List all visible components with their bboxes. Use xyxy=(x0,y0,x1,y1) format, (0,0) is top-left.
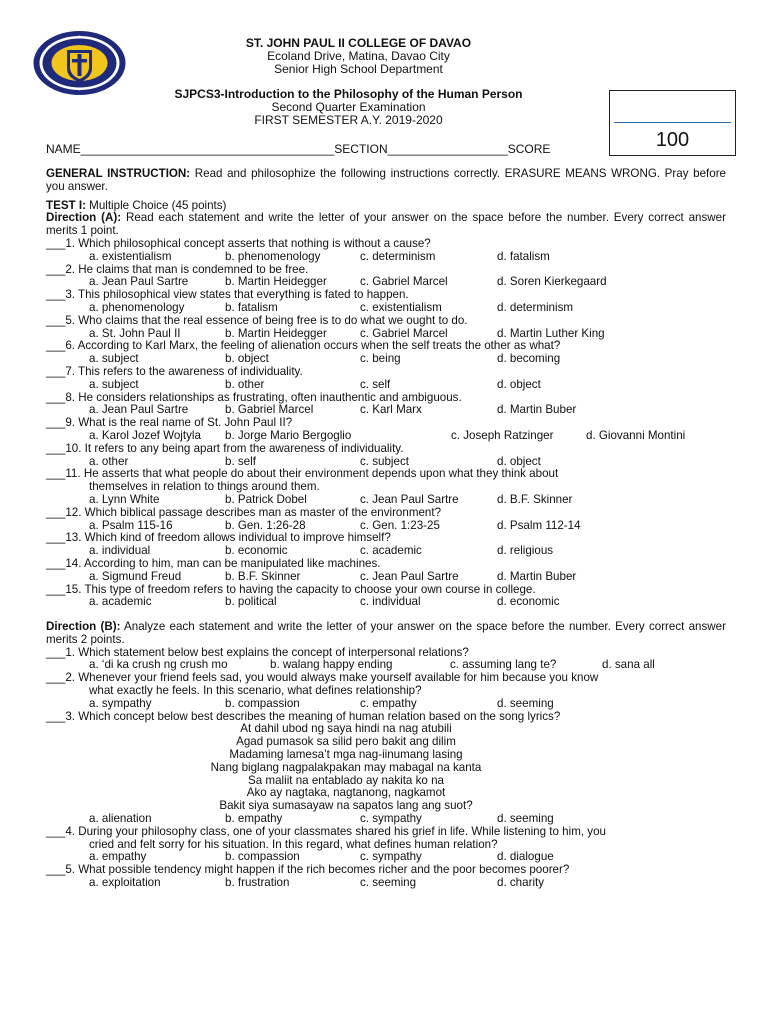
answer-option: c. empathy xyxy=(360,696,417,710)
answer-option: b. economic xyxy=(225,544,288,558)
answer-option: a. alienation xyxy=(89,812,152,826)
direction-b xyxy=(46,621,726,647)
answer-option: d. becoming xyxy=(497,352,561,366)
answer-options xyxy=(46,851,726,864)
answer-option: b. Jorge Mario Bergoglio xyxy=(225,428,352,442)
answer-options xyxy=(46,276,726,289)
answer-option: c. self xyxy=(360,377,391,391)
answer-option: d. object xyxy=(497,454,541,468)
answer-option: b. frustration xyxy=(225,876,290,890)
answer-option: d. religious xyxy=(497,544,554,558)
question-text: ___5. Who claims that the real essence of being free is to do what we ought to do. xyxy=(46,313,468,327)
question-text: ___9. What is the real name of St. John Paul II? xyxy=(46,416,293,430)
answer-options xyxy=(46,813,726,826)
answer-option: d. charity xyxy=(497,876,545,890)
answer-option: b. fatalism xyxy=(225,300,278,314)
answer-option: a. existentialism xyxy=(89,249,172,263)
direction-b-text: Analyze each statement and write the letter of your answer on the space before the number. Every correct answer merits 2 points. xyxy=(46,620,726,646)
answer-option: d. Martin Buber xyxy=(497,569,577,583)
answer-option: a. subject xyxy=(89,352,139,366)
answer-options xyxy=(46,596,726,609)
answer-option: c. subject xyxy=(360,454,409,468)
answer-option: d. Giovanni Montini xyxy=(586,428,686,442)
answer-option: c. Gen. 1:23-25 xyxy=(360,518,440,532)
exam-name: Second Quarter Examination xyxy=(271,100,426,115)
answer-options xyxy=(46,430,726,443)
general-instruction-label: GENERAL INSTRUCTION: xyxy=(46,167,191,180)
answer-option: b. phenomenology xyxy=(225,249,321,263)
answer-option: b. B.F. Skinner xyxy=(225,569,301,583)
answer-option: b. Gen. 1:26-28 xyxy=(225,518,306,532)
answer-option: a. Jean Paul Sartre xyxy=(89,275,189,289)
answer-option: c. Joseph Ratzinger xyxy=(451,428,554,442)
answer-option: d. Soren Kierkegaard xyxy=(497,275,607,289)
song-lyric-line: Agad pumasok sa silid pero bakit ang dilim xyxy=(236,735,456,749)
answer-option: d. seeming xyxy=(497,696,554,710)
answer-option: a. subject xyxy=(89,377,139,391)
answer-option: a. St. John Paul II xyxy=(89,326,181,340)
answer-option: d. dialogue xyxy=(497,850,554,864)
answer-option: b. political xyxy=(225,595,277,609)
college-address: Ecoland Drive, Matina, Davao City xyxy=(267,49,450,64)
answer-option: c. sympathy xyxy=(360,812,422,826)
name-section-score-line: NAME______________________________________SECTION__________________SCORE xyxy=(46,142,551,156)
question-text: ___15. This type of freedom refers to having the capacity to choose your own course in college. xyxy=(46,582,536,596)
question-text: ___1. Which statement below best explains the concept of interpersonal relations? xyxy=(46,645,469,659)
answer-option: a. exploitation xyxy=(89,876,161,890)
answer-option: d. Martin Buber xyxy=(497,403,577,417)
answer-option: a. other xyxy=(89,454,129,468)
answer-option: d. seeming xyxy=(497,812,554,826)
answer-options xyxy=(46,328,726,341)
score-total: 100 xyxy=(655,129,690,151)
song-lyric-line: Sa maliit na entablado ay nakita ko na xyxy=(248,773,444,787)
answer-option: b. empathy xyxy=(225,812,283,826)
answer-option: a. ‘di ka crush ng crush mo xyxy=(89,658,228,672)
part-a-questions xyxy=(46,238,726,609)
school-header xyxy=(150,37,567,77)
answer-option: c. existentialism xyxy=(360,300,442,314)
answer-options xyxy=(46,520,726,533)
answer-option: d. sana all xyxy=(602,658,655,672)
answer-option: d. Martin Luther King xyxy=(497,326,605,340)
direction-a xyxy=(46,212,726,238)
answer-options xyxy=(46,456,726,469)
question-text: ___14. According to him, man can be manipulated like machines. xyxy=(46,556,381,570)
answer-option: c. sympathy xyxy=(360,850,422,864)
answer-option: a. Psalm 115-16 xyxy=(89,518,173,532)
song-lyric-line: Nang biglang nagpalakpakan may mabagal na kanta xyxy=(210,760,482,774)
question-text: ___4. During your philosophy class, one of your classmates shared his grief in life. While listening to him, you xyxy=(46,824,606,838)
answer-option: a. Jean Paul Sartre xyxy=(89,403,189,417)
answer-options xyxy=(46,251,726,264)
answer-option: a. sympathy xyxy=(89,696,152,710)
answer-option: b. compassion xyxy=(225,696,300,710)
answer-options xyxy=(46,659,726,672)
question-text-continued: what exactly he feels. In this scenario, what defines relationship? xyxy=(89,684,422,698)
answer-option: d. object xyxy=(497,377,541,391)
exam-title-block xyxy=(146,88,551,128)
general-instruction-text: Read and philosophize the following instructions correctly. ERASURE MEANS WRONG. Pray before you answer. xyxy=(46,167,726,193)
answer-options xyxy=(46,877,726,890)
score-divider xyxy=(614,122,731,123)
answer-options xyxy=(46,698,726,711)
answer-option: d. B.F. Skinner xyxy=(497,492,573,506)
question-text: ___7. This refers to the awareness of individuality. xyxy=(46,364,303,378)
song-lyric-line: At dahil ubod ng saya hindi na nag atubili xyxy=(240,722,452,736)
answer-option: c. academic xyxy=(360,544,422,558)
department: Senior High School Department xyxy=(274,62,443,77)
direction-a-label: Direction (A): xyxy=(46,211,122,225)
semester: FIRST SEMESTER A.Y. 2019-2020 xyxy=(254,113,443,128)
answer-option: b. Martin Heidegger xyxy=(225,275,327,289)
answer-option: b. other xyxy=(225,377,265,391)
answer-options xyxy=(46,545,726,558)
question-text-continued: themselves in relation to things around them. xyxy=(89,480,320,494)
question-text: ___1. Which philosophical concept asserts that nothing is without a cause? xyxy=(46,236,431,250)
answer-options xyxy=(46,404,726,417)
college-name: ST. JOHN PAUL II COLLEGE OF DAVAO xyxy=(245,36,472,50)
course-title: SJPCS3-Introduction to the Philosophy of the Human Person xyxy=(174,87,523,101)
direction-b-label: Direction (B): xyxy=(46,620,121,634)
college-seal-logo xyxy=(32,30,127,96)
song-lyric-line: Bakit siya sumasayaw na sapatos lang ang suot? xyxy=(219,799,473,813)
answer-option: b. self xyxy=(225,454,256,468)
general-instruction xyxy=(46,168,726,194)
answer-option: c. Jean Paul Sartre xyxy=(360,492,459,506)
answer-option: c. Gabriel Marcel xyxy=(360,326,448,340)
answer-option: c. individual xyxy=(360,595,421,609)
answer-option: a. phenomenology xyxy=(89,300,185,314)
answer-option: a. empathy xyxy=(89,850,147,864)
answer-option: c. Gabriel Marcel xyxy=(360,275,448,289)
question-text: ___12. Which biblical passage describes man as master of the environment? xyxy=(46,505,442,519)
answer-option: d. fatalism xyxy=(497,249,550,263)
question-text: ___2. Whenever your friend feels sad, you would always make yourself available for him because you know xyxy=(46,671,599,685)
answer-option: c. determinism xyxy=(360,249,436,263)
question-text: ___3. This philosophical view states that everything is fated to happen. xyxy=(46,288,409,302)
exam-content xyxy=(46,168,726,890)
answer-option: d. Psalm 112-14 xyxy=(497,518,581,532)
question-text-continued: cried and felt sorry for his situation. In this regard, what defines human relation? xyxy=(89,837,498,851)
answer-options xyxy=(46,494,726,507)
part-b-questions xyxy=(46,647,726,890)
question-text: ___5. What possible tendency might happen if the rich becomes richer and the poor becomes poorer? xyxy=(46,863,570,877)
answer-options xyxy=(46,353,726,366)
answer-option: b. Gabriel Marcel xyxy=(225,403,314,417)
answer-options xyxy=(46,379,726,392)
question-text: ___11. He asserts that what people do about their environment depends upon what they think about xyxy=(46,467,559,481)
song-lyric-line: Madaming lamesa’t mga nag-iinumang lasing xyxy=(229,748,463,762)
answer-option: c. assuming lang te? xyxy=(450,658,557,672)
test1-text: Multiple Choice (45 points) xyxy=(85,198,227,212)
answer-option: a. Karol Jozef Wojtyla xyxy=(89,428,201,442)
answer-option: c. seeming xyxy=(360,876,417,890)
question-text: ___8. He considers relationships as frustrating, often inauthentic and ambiguous. xyxy=(46,390,462,404)
answer-option: c. Karl Marx xyxy=(360,403,422,417)
answer-option: b. object xyxy=(225,352,269,366)
test1-label: TEST I: xyxy=(46,198,86,212)
score-box xyxy=(609,90,736,156)
answer-option: d. economic xyxy=(497,595,560,609)
question-text: ___10. It refers to any being apart from the awareness of individuality. xyxy=(46,441,404,455)
answer-option: a. individual xyxy=(89,544,151,558)
question-text: ___3. Which concept below best describes the meaning of human relation based on the song lyrics? xyxy=(46,709,561,723)
answer-option: b. compassion xyxy=(225,850,300,864)
answer-option: b. Martin Heidegger xyxy=(225,326,327,340)
song-lyric-line: Ako ay nagtaka, nagtanong, nagkamot xyxy=(246,786,446,800)
question-text: ___6. According to Karl Marx, the feeling of alienation occurs when the self treats the other as what? xyxy=(46,339,561,353)
answer-option: c. Jean Paul Sartre xyxy=(360,569,459,583)
answer-option: d. determinism xyxy=(497,300,574,314)
direction-a-text: Read each statement and write the letter of your answer on the space before the number. Every correct answer merits 1 point. xyxy=(46,211,726,238)
answer-option: b. Patrick Dobel xyxy=(225,492,307,506)
answer-option: a. Sigmund Freud xyxy=(89,569,182,583)
answer-options xyxy=(46,571,726,584)
answer-option: b. walang happy ending xyxy=(270,658,393,672)
answer-option: a. Lynn White xyxy=(89,492,160,506)
answer-option: c. being xyxy=(360,352,401,366)
question-text: ___13. Which kind of freedom allows individual to improve himself? xyxy=(46,531,391,545)
question-text: ___2. He claims that man is condemned to be free. xyxy=(46,262,309,276)
answer-options xyxy=(46,302,726,315)
answer-option: a. academic xyxy=(89,595,152,609)
